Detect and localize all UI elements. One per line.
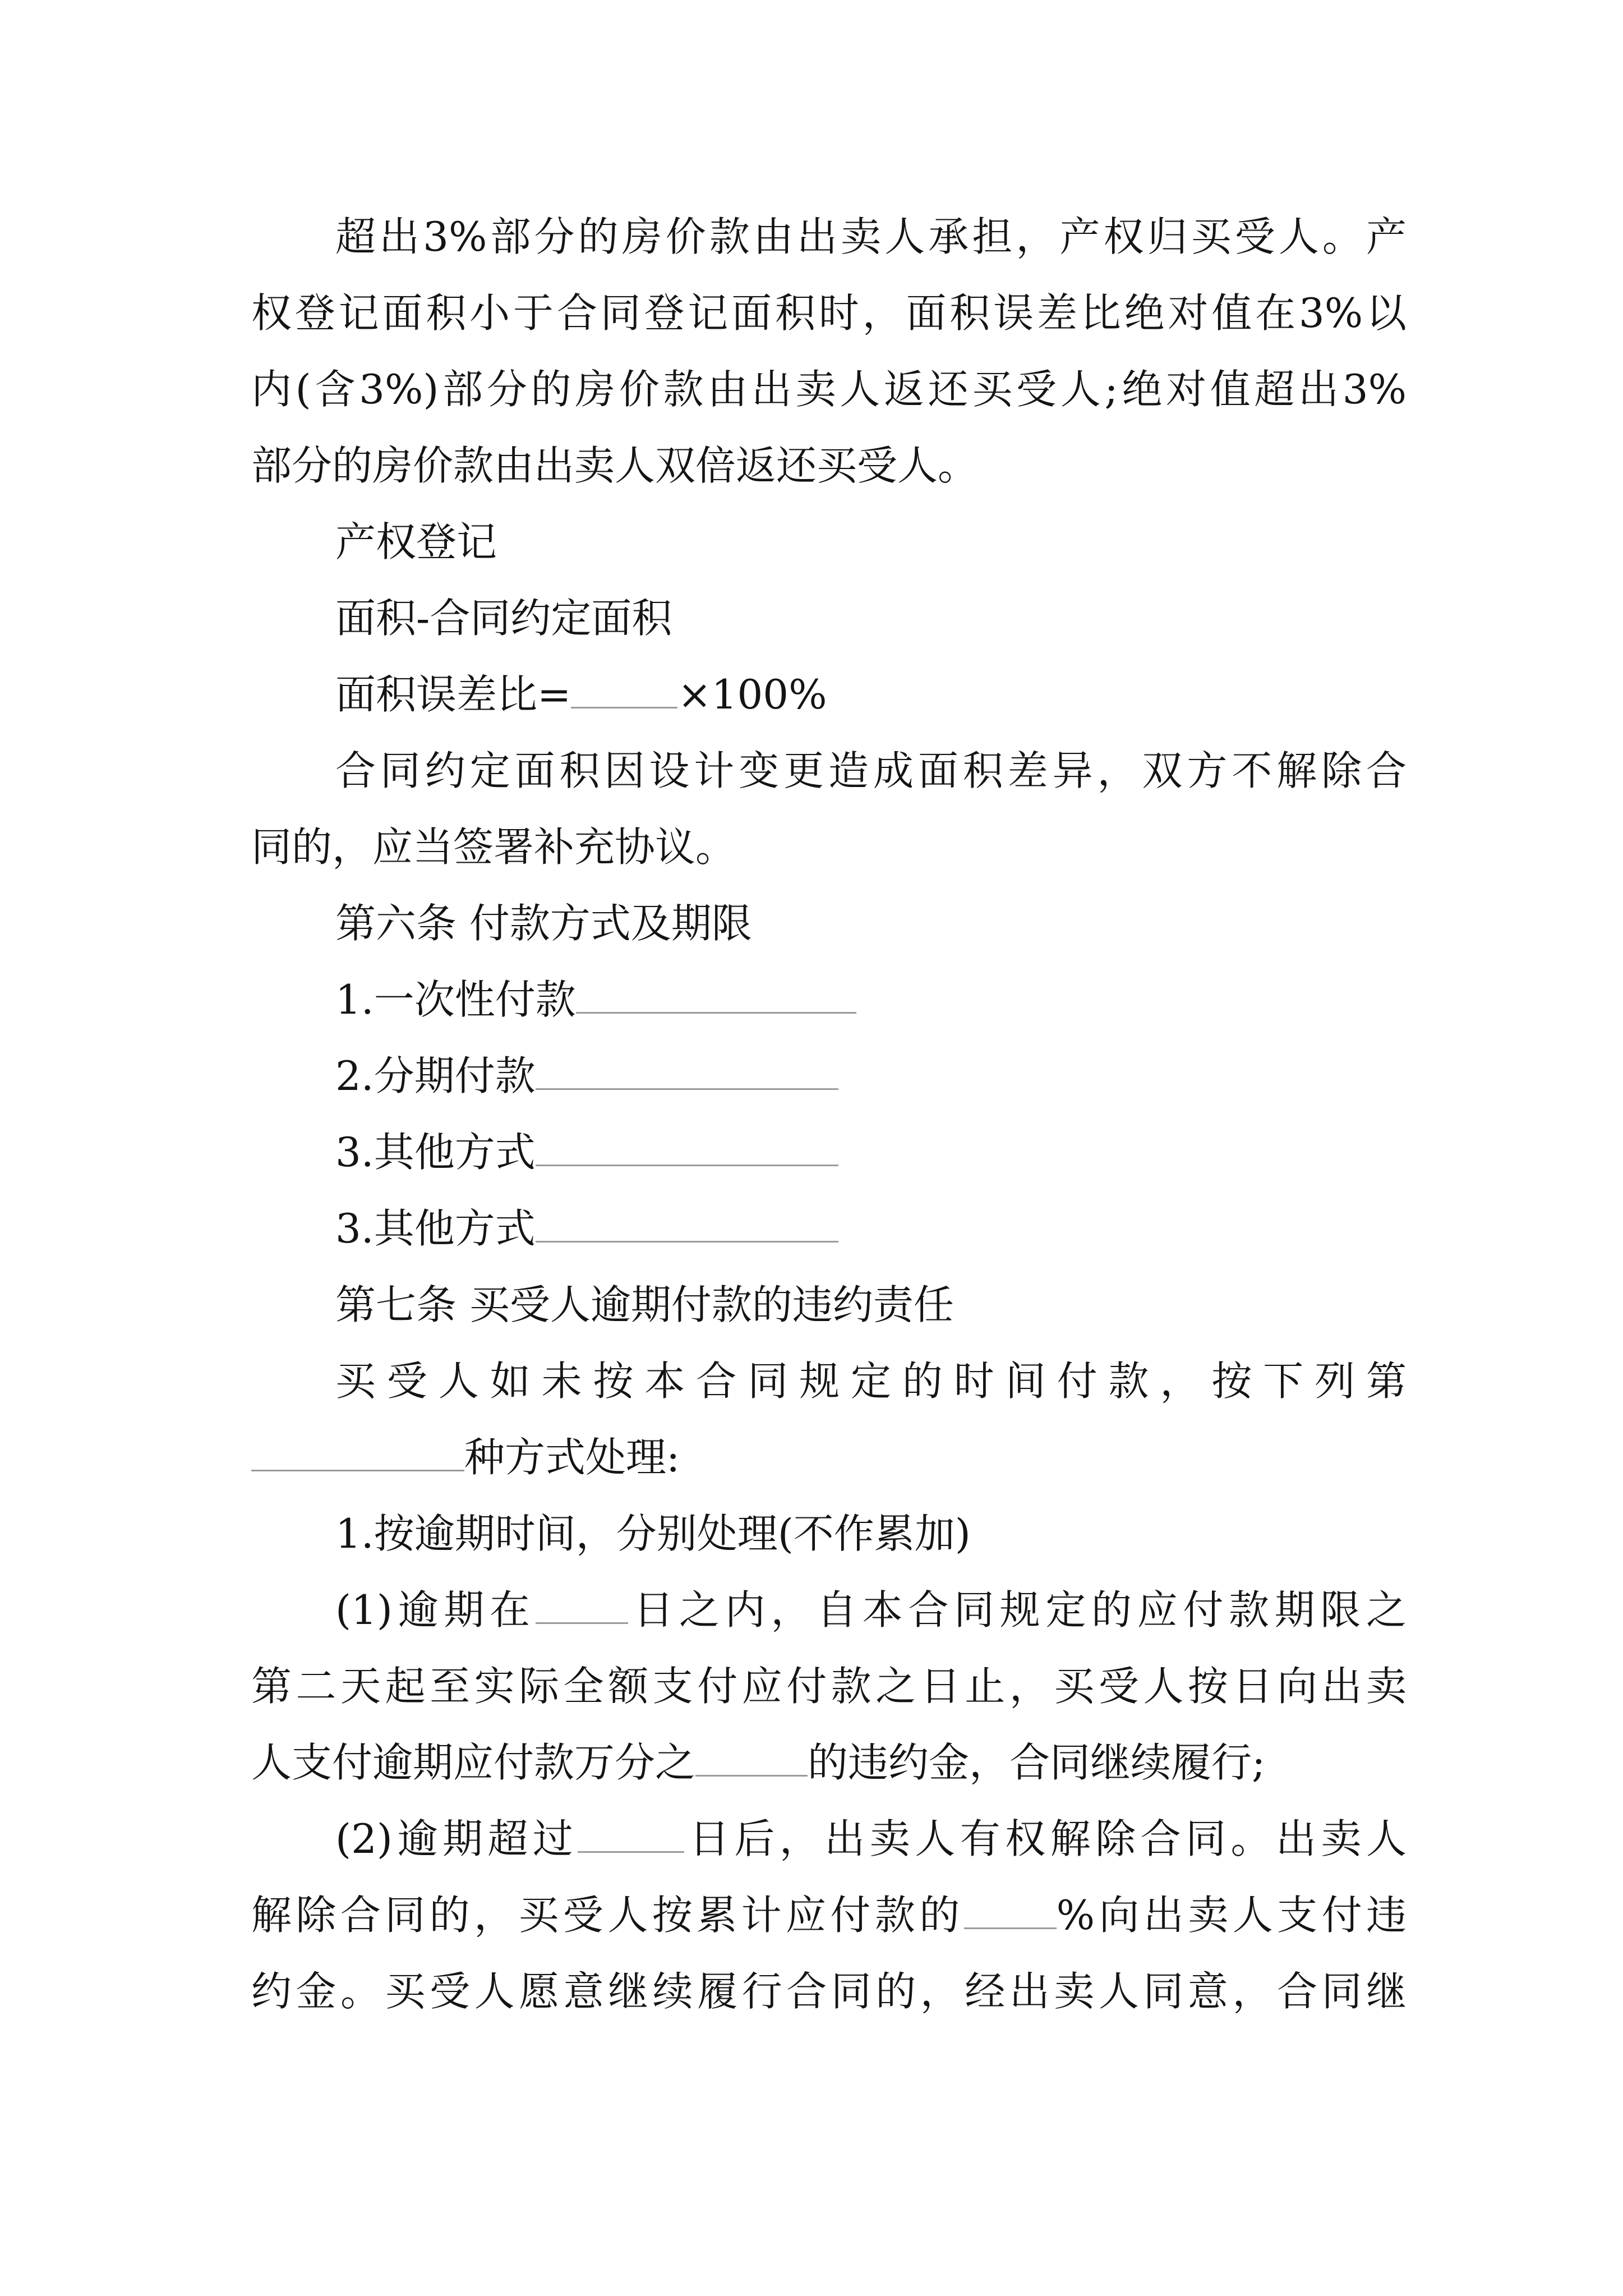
text-line — [335, 1812, 1407, 1866]
text-line — [251, 1430, 1407, 1484]
text-line — [335, 973, 1407, 1027]
text-line — [335, 668, 1407, 721]
text-line — [335, 515, 1407, 569]
text-run: 解除合同的，买受人按累计应付款的 — [251, 1892, 964, 1939]
fill-in-blank[interactable] — [571, 673, 677, 708]
text-run: 约金。买受人愿意继续履行合同的，经出卖人同意，合同继 — [251, 1968, 1407, 2015]
fill-in-blank[interactable] — [536, 1589, 628, 1624]
text-line — [251, 1888, 1407, 1942]
text-line — [335, 896, 1407, 950]
text-line — [251, 1659, 1407, 1713]
text-run: 日后，出卖人有权解除合同。出卖人 — [684, 1815, 1407, 1862]
fill-in-blank[interactable] — [536, 1207, 838, 1243]
text-run: 日之内，自本合同规定的应付款期限之 — [628, 1586, 1407, 1634]
text-line — [335, 744, 1407, 798]
fill-in-blank[interactable] — [964, 1894, 1057, 1929]
text-line — [251, 1736, 1407, 1789]
fill-in-blank[interactable] — [536, 1055, 838, 1090]
text-run: %向出卖人支付违 — [1056, 1892, 1407, 1939]
text-line — [335, 1049, 1407, 1103]
text-run: 合同约定面积因设计变更造成面积差异，双方不解除合 — [335, 747, 1407, 794]
fill-in-blank[interactable] — [578, 1818, 684, 1853]
text-line — [335, 210, 1407, 264]
text-run: 产权登记 — [335, 518, 497, 565]
fill-in-blank[interactable] — [576, 978, 856, 1014]
text-run: 第七条 买受人逾期付款的违约责任 — [335, 1281, 954, 1328]
text-run: 超出3%部分的房价款由出卖人承担，产权归买受人。产 — [335, 213, 1407, 260]
text-run: 内(含3%)部分的房价款由出卖人返还买受人;绝对值超出3% — [251, 366, 1407, 413]
text-line — [335, 1202, 1407, 1255]
text-run: 种方式处理: — [464, 1434, 680, 1481]
text-line — [251, 820, 1407, 874]
text-run: 买受人如未按本合同规定的时间付款，按下列第 — [335, 1358, 1407, 1405]
text-run: 部分的房价款由出卖人双倍返还买受人。 — [251, 442, 979, 489]
fill-in-blank[interactable] — [251, 1436, 464, 1471]
text-run: 第六条 付款方式及期限 — [335, 900, 752, 947]
text-run: 3.其他方式 — [335, 1205, 536, 1252]
text-run: 的违约金，合同继续履行; — [808, 1739, 1266, 1786]
fill-in-blank[interactable] — [536, 1131, 838, 1166]
fill-in-blank[interactable] — [695, 1741, 808, 1777]
text-line — [251, 1964, 1407, 2018]
text-line — [335, 1507, 1407, 1561]
text-run: 3.其他方式 — [335, 1129, 536, 1176]
text-run: 第二天起至实际全额支付应付款之日止，买受人按日向出卖 — [251, 1663, 1407, 1710]
text-run: 1.一次性付款 — [335, 976, 576, 1023]
text-run: 面积-合同约定面积 — [335, 595, 672, 642]
text-run: (1)逾期在 — [335, 1586, 536, 1634]
text-line — [335, 1583, 1407, 1637]
text-line — [251, 286, 1407, 340]
text-run: (2)逾期超过 — [335, 1815, 578, 1862]
text-line — [335, 1278, 1407, 1332]
text-run: 同的，应当签署补充协议。 — [251, 823, 736, 871]
text-run: 权登记面积小于合同登记面积时，面积误差比绝对值在3%以 — [251, 289, 1407, 337]
text-run: 1.按逾期时间，分别处理(不作累加) — [335, 1510, 971, 1557]
text-line — [335, 1354, 1407, 1408]
text-line — [335, 1125, 1407, 1179]
text-run: ×100% — [677, 671, 827, 718]
text-line — [251, 439, 1407, 493]
text-line — [335, 591, 1407, 645]
text-run: 面积误差比= — [335, 671, 571, 718]
text-run: 人支付逾期应付款万分之 — [251, 1739, 696, 1786]
text-line — [251, 362, 1407, 416]
text-run: 2.分期付款 — [335, 1052, 536, 1099]
